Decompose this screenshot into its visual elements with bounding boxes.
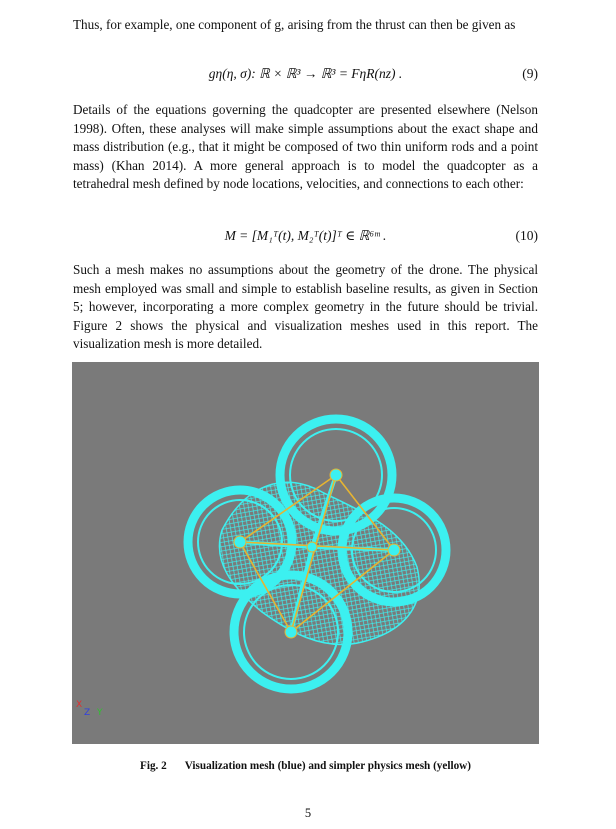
quadcopter-mesh-image (72, 362, 539, 744)
caption-label: Fig. 2 (140, 760, 167, 772)
equation-9-number: (9) (522, 66, 538, 81)
paragraph-intro: Thus, for example, one component of g, arising from the thrust can then be given as (73, 17, 516, 32)
axis-x-label: X (76, 700, 83, 710)
equation-10-body: M = [M₁ᵀ(t), M₂ᵀ(t)]ᵀ ∈ ℝ⁶ᵐ . (224, 228, 387, 243)
axis-y-label: Y (97, 708, 103, 718)
equation-10 (73, 228, 538, 248)
figure-visualization-mesh (72, 362, 539, 744)
page-number: 5 (304, 806, 312, 820)
figure-caption (73, 760, 538, 772)
equation-9-body: gη(η, σ): ℝ × ℝ³ → ℝ³ = FηR(nz) . (208, 66, 403, 81)
equation-9 (73, 66, 538, 86)
paragraph-details: Details of the equations governing the quadcopter are presented elsewhere (Nelson 1998). Often, these analyses will make simple assumptions about the exact shape and mass distribution (e.g., that it might be composed of two thin uniform rods and a point mass) (Khan 2014). A more general approach is to model the quadcopter as a tetrahedral mesh defined by node locations, velocities, and connections to each other: (73, 102, 538, 192)
equation-10-number: (10) (515, 228, 538, 243)
axis-z-label: Z (84, 708, 91, 718)
hull-mesh (219, 482, 419, 644)
caption-text: Visualization mesh (blue) and simpler physics mesh (yellow) (184, 760, 471, 772)
paragraph-mesh: Such a mesh makes no assumptions about the geometry of the drone. The physical mesh employed was small and simple to establish baseline results, as given in Section 5; however, incorporating a more complex geometry in the future should be trivial. Figure 2 shows the physical and visualization meshes used in this report. The visualization mesh is more detailed. (73, 262, 538, 352)
